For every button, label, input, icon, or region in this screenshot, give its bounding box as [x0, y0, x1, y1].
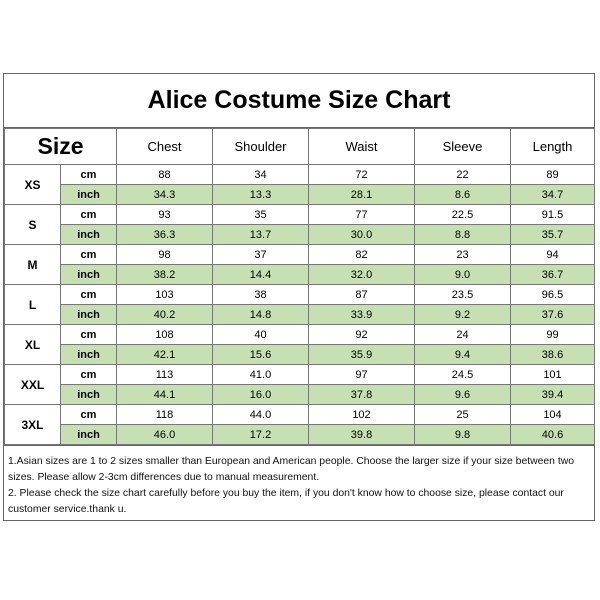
table-cell: 103 — [117, 285, 213, 305]
size-label: XS — [5, 165, 61, 205]
table-cell: 35.7 — [511, 225, 595, 245]
table-cell: 38 — [213, 285, 309, 305]
table-cell: 40 — [213, 325, 309, 345]
table-cell: 38.6 — [511, 345, 595, 365]
note-2: 2. Please check the size chart carefully before you buy the item, if you don't know how to choose size, please contact our customer service.thank u. — [8, 488, 564, 515]
table-cell: 108 — [117, 325, 213, 345]
table-cell: 24.5 — [415, 365, 511, 385]
table-cell: 13.3 — [213, 185, 309, 205]
size-label: XXL — [5, 365, 61, 405]
table-cell: 34.7 — [511, 185, 595, 205]
table-cell: 38.2 — [117, 265, 213, 285]
column-header-sleeve: Sleeve — [415, 129, 511, 165]
table-cell: 34 — [213, 165, 309, 185]
table-cell: 77 — [309, 205, 415, 225]
unit-label: cm — [61, 205, 117, 225]
unit-label: inch — [61, 265, 117, 285]
table-cell: 36.3 — [117, 225, 213, 245]
size-label: L — [5, 285, 61, 325]
table-row-inch — [5, 185, 595, 205]
table-cell: 87 — [309, 285, 415, 305]
size-label: S — [5, 205, 61, 245]
table-cell: 39.4 — [511, 385, 595, 405]
unit-label: cm — [61, 405, 117, 425]
table-row-inch — [5, 385, 595, 405]
table-cell: 82 — [309, 245, 415, 265]
table-cell: 42.1 — [117, 345, 213, 365]
table-row-inch — [5, 305, 595, 325]
unit-label: inch — [61, 345, 117, 365]
table-cell: 118 — [117, 405, 213, 425]
table-cell: 91.5 — [511, 205, 595, 225]
unit-label: cm — [61, 365, 117, 385]
column-header-waist: Waist — [309, 129, 415, 165]
table-cell: 9.6 — [415, 385, 511, 405]
table-cell: 22 — [415, 165, 511, 185]
table-cell: 28.1 — [309, 185, 415, 205]
table-cell: 97 — [309, 365, 415, 385]
table-cell: 36.7 — [511, 265, 595, 285]
table-cell: 13.7 — [213, 225, 309, 245]
unit-label: inch — [61, 185, 117, 205]
table-cell: 23.5 — [415, 285, 511, 305]
table-cell: 14.8 — [213, 305, 309, 325]
unit-label: cm — [61, 285, 117, 305]
table-cell: 94 — [511, 245, 595, 265]
table-cell: 14.4 — [213, 265, 309, 285]
table-cell: 17.2 — [213, 425, 309, 445]
table-cell: 25 — [415, 405, 511, 425]
table-cell: 16.0 — [213, 385, 309, 405]
table-cell: 99 — [511, 325, 595, 345]
table-cell: 44.1 — [117, 385, 213, 405]
table-row-cm — [5, 405, 595, 425]
table-cell: 34.3 — [117, 185, 213, 205]
table-cell: 98 — [117, 245, 213, 265]
size-column-header: Size — [5, 129, 117, 165]
column-header-chest: Chest — [117, 129, 213, 165]
table-row-inch — [5, 345, 595, 365]
table-row-cm — [5, 165, 595, 185]
table-cell: 102 — [309, 405, 415, 425]
table-cell: 92 — [309, 325, 415, 345]
table-cell: 93 — [117, 205, 213, 225]
table-cell: 30.0 — [309, 225, 415, 245]
unit-label: inch — [61, 225, 117, 245]
table-cell: 9.4 — [415, 345, 511, 365]
size-label: M — [5, 245, 61, 285]
table-cell: 15.6 — [213, 345, 309, 365]
table-cell: 22.5 — [415, 205, 511, 225]
table-cell: 89 — [511, 165, 595, 185]
table-row-cm — [5, 325, 595, 345]
table-cell: 33.9 — [309, 305, 415, 325]
table-cell: 39.8 — [309, 425, 415, 445]
unit-label: cm — [61, 165, 117, 185]
unit-label: inch — [61, 385, 117, 405]
table-cell: 35 — [213, 205, 309, 225]
table-row-cm — [5, 365, 595, 385]
size-label: XL — [5, 325, 61, 365]
table-cell: 8.8 — [415, 225, 511, 245]
table-cell: 101 — [511, 365, 595, 385]
unit-label: cm — [61, 325, 117, 345]
table-row-inch — [5, 425, 595, 445]
column-header-length: Length — [511, 129, 595, 165]
size-notes — [4, 445, 594, 520]
size-label: 3XL — [5, 405, 61, 445]
table-row-cm — [5, 285, 595, 305]
size-table — [4, 128, 595, 445]
table-cell: 32.0 — [309, 265, 415, 285]
table-row-cm — [5, 245, 595, 265]
unit-label: cm — [61, 245, 117, 265]
table-cell: 104 — [511, 405, 595, 425]
table-cell: 9.2 — [415, 305, 511, 325]
page-title: Alice Costume Size Chart — [4, 74, 594, 128]
table-cell: 46.0 — [117, 425, 213, 445]
table-cell: 72 — [309, 165, 415, 185]
table-cell: 40.2 — [117, 305, 213, 325]
table-cell: 37 — [213, 245, 309, 265]
unit-label: inch — [61, 305, 117, 325]
table-cell: 8.6 — [415, 185, 511, 205]
unit-label: inch — [61, 425, 117, 445]
column-header-shoulder: Shoulder — [213, 129, 309, 165]
table-cell: 44.0 — [213, 405, 309, 425]
table-cell: 9.8 — [415, 425, 511, 445]
table-cell: 37.6 — [511, 305, 595, 325]
table-cell: 24 — [415, 325, 511, 345]
table-cell: 37.8 — [309, 385, 415, 405]
table-header-row — [5, 129, 595, 165]
size-chart — [3, 73, 595, 521]
table-cell: 35.9 — [309, 345, 415, 365]
table-cell: 9.0 — [415, 265, 511, 285]
table-cell: 113 — [117, 365, 213, 385]
table-row-inch — [5, 225, 595, 245]
table-row-inch — [5, 265, 595, 285]
note-1: 1.Asian sizes are 1 to 2 sizes smaller than European and American people. Choose the larger size if your size between two sizes. Please allow 2-3cm differences due to manual measurement. — [8, 456, 575, 483]
table-cell: 88 — [117, 165, 213, 185]
table-row-cm — [5, 205, 595, 225]
table-cell: 96.5 — [511, 285, 595, 305]
table-cell: 41.0 — [213, 365, 309, 385]
table-cell: 40.6 — [511, 425, 595, 445]
table-cell: 23 — [415, 245, 511, 265]
